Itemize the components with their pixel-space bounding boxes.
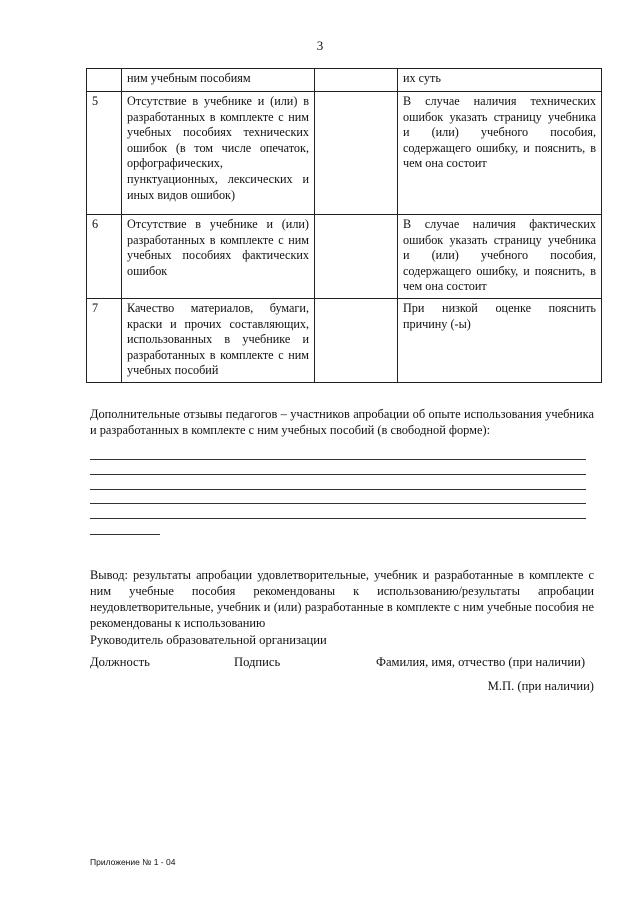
answer-line — [90, 489, 586, 490]
row-number — [87, 69, 122, 92]
criteria-table — [86, 68, 602, 383]
note-cell: В случае наличия технических ошибок указать страницу учебника и (или) учебного пособия, содержащего ошибку, и пояснить, в чем она состоит — [398, 92, 602, 215]
criterion-cell: Качество материалов, бумаги, краски и прочих составляющих, использованных в учебнике и разработанных в комплекте с ним учебных пособий — [122, 298, 315, 382]
answer-line — [90, 503, 586, 504]
row-number: 7 — [87, 298, 122, 382]
signature-label: Подпись — [234, 655, 281, 669]
answer-line — [90, 474, 586, 475]
blank-cell — [315, 92, 398, 215]
conclusion-text: Вывод: результаты апробации удовлетворительные, учебник и разработанные в комплекте с ним учебные пособия рекомендованы к использованию/результаты апробации неудовлетворительные, учебник и (или) разработанные в комплекте с ним учебные пособия не рекомендованы к использованию — [90, 568, 594, 630]
note-cell: В случае наличия фактических ошибок указать страницу учебника и (или) учебного пособия, содержащего ошибку, и пояснить, в чем она состоит — [398, 215, 602, 299]
head-label: Руководитель образовательной организации — [90, 633, 327, 647]
criterion-cell: ним учебным пособиям — [122, 69, 315, 92]
note-cell: При низкой оценке пояснить причину (-ы) — [398, 298, 602, 382]
row-number: 5 — [87, 92, 122, 215]
position-label: Должность — [90, 655, 150, 669]
blank-cell — [315, 69, 398, 92]
answer-line — [90, 459, 586, 460]
seal-label: М.П. (при наличии) — [487, 679, 594, 693]
footer-text: Приложение № 1 - 04 — [90, 857, 176, 867]
row-number: 6 — [87, 215, 122, 299]
criterion-cell: Отсутствие в учебнике и (или) в разработанных в комплекте с ним учебных пособиях технических ошибок (в том числе опечаток, орфографических, пунктуационных, лексических и иных видов ошибок) — [122, 92, 315, 215]
answer-line-short — [90, 534, 160, 535]
criterion-cell: Отсутствие в учебнике и (или) разработанных в комплекте с ним учебных пособиях фактических ошибок — [122, 215, 315, 299]
table-row — [87, 215, 602, 299]
blank-cell — [315, 298, 398, 382]
table-row — [87, 69, 602, 92]
blank-cell — [315, 215, 398, 299]
page-number: 3 — [316, 38, 324, 53]
table-row — [87, 92, 602, 215]
note-cell: их суть — [398, 69, 602, 92]
answer-line — [90, 518, 586, 519]
full-name-label: Фамилия, имя, отчество (при наличии) — [376, 655, 586, 669]
table-row — [87, 298, 602, 382]
additional-feedback-prompt: Дополнительные отзывы педагогов – участников апробации об опыте использования учебника и разработанных в комплекте с ним учебных пособий (в свободной форме): — [90, 407, 594, 437]
